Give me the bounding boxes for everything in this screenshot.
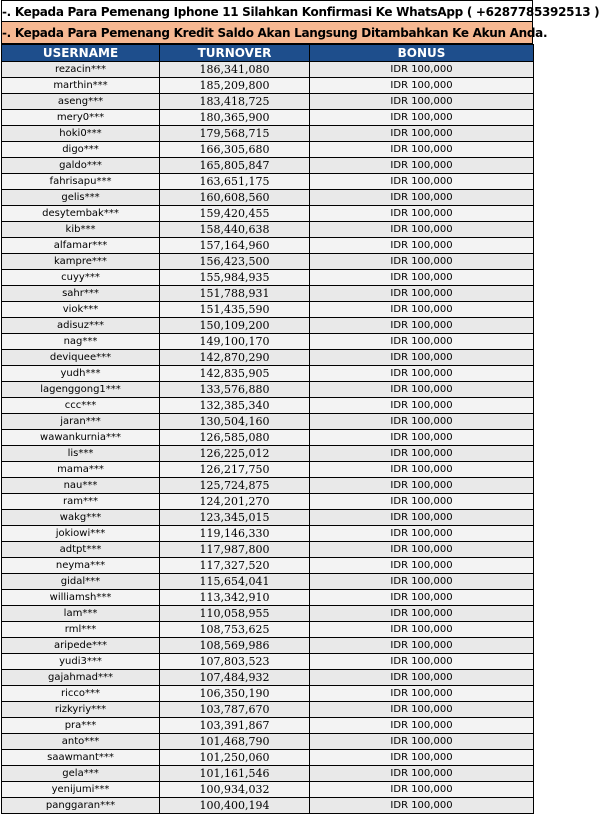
username-cell: panggaran*** [2,798,160,814]
bonus-cell: IDR 100,000 [310,446,534,462]
turnover-cell: 157,164,960 [160,238,310,254]
username-cell: kampre*** [2,254,160,270]
turnover-cell: 132,385,340 [160,398,310,414]
turnover-cell: 183,418,725 [160,94,310,110]
turnover-cell: 108,753,625 [160,622,310,638]
bonus-cell: IDR 100,000 [310,302,534,318]
username-cell: gela*** [2,766,160,782]
bonus-cell: IDR 100,000 [310,638,534,654]
turnover-cell: 151,788,931 [160,286,310,302]
table-row [2,174,534,190]
username-cell: wakg*** [2,510,160,526]
bonus-cell: IDR 100,000 [310,318,534,334]
bonus-cell: IDR 100,000 [310,542,534,558]
username-cell: ccc*** [2,398,160,414]
table-row [2,206,534,222]
bonus-cell: IDR 100,000 [310,382,534,398]
turnover-cell: 101,468,790 [160,734,310,750]
bonus-cell: IDR 100,000 [310,574,534,590]
bonus-cell: IDR 100,000 [310,622,534,638]
turnover-cell: 163,651,175 [160,174,310,190]
table-row [2,366,534,382]
username-cell: galdo*** [2,158,160,174]
username-cell: wawankurnia*** [2,430,160,446]
turnover-cell: 179,568,715 [160,126,310,142]
turnover-cell: 126,217,750 [160,462,310,478]
turnover-cell: 106,350,190 [160,686,310,702]
bonus-cell: IDR 100,000 [310,750,534,766]
bonus-cell: IDR 100,000 [310,110,534,126]
turnover-cell: 110,058,955 [160,606,310,622]
table-row [2,222,534,238]
bonus-cell: IDR 100,000 [310,94,534,110]
turnover-cell: 130,504,160 [160,414,310,430]
turnover-cell: 142,870,290 [160,350,310,366]
username-cell: mama*** [2,462,160,478]
table-row [2,190,534,206]
table-row [2,414,534,430]
bonus-cell: IDR 100,000 [310,158,534,174]
username-cell: williamsh*** [2,590,160,606]
username-cell: yenijumi*** [2,782,160,798]
turnover-cell: 107,803,523 [160,654,310,670]
username-cell: lagenggong1*** [2,382,160,398]
table-row [2,606,534,622]
bonus-cell: IDR 100,000 [310,430,534,446]
bonus-cell: IDR 100,000 [310,606,534,622]
table-row [2,494,534,510]
table-row [2,398,534,414]
table-row [2,750,534,766]
bonus-cell: IDR 100,000 [310,398,534,414]
bonus-cell: IDR 100,000 [310,254,534,270]
bonus-cell: IDR 100,000 [310,782,534,798]
username-cell: ram*** [2,494,160,510]
table-row [2,670,534,686]
turnover-cell: 113,342,910 [160,590,310,606]
username-cell: rezacin*** [2,62,160,78]
username-cell: ricco*** [2,686,160,702]
table-row [2,238,534,254]
turnover-cell: 159,420,455 [160,206,310,222]
table-row [2,462,534,478]
username-cell: digo*** [2,142,160,158]
bonus-cell: IDR 100,000 [310,590,534,606]
username-cell: aseng*** [2,94,160,110]
table-row [2,526,534,542]
username-cell: pra*** [2,718,160,734]
table-row [2,270,534,286]
table-header [2,45,534,62]
username-cell: anto*** [2,734,160,750]
turnover-cell: 165,805,847 [160,158,310,174]
turnover-cell: 186,341,080 [160,62,310,78]
table-row [2,478,534,494]
bonus-cell: IDR 100,000 [310,494,534,510]
bonus-cell: IDR 100,000 [310,350,534,366]
username-cell: cuyy*** [2,270,160,286]
turnover-cell: 123,345,015 [160,510,310,526]
bonus-cell: IDR 100,000 [310,190,534,206]
bonus-cell: IDR 100,000 [310,462,534,478]
table-row [2,110,534,126]
turnover-cell: 142,835,905 [160,366,310,382]
username-cell: nag*** [2,334,160,350]
username-cell: gidal*** [2,574,160,590]
bonus-cell: IDR 100,000 [310,798,534,814]
table-row [2,558,534,574]
column-header-turnover: TURNOVER [160,45,310,62]
turnover-cell: 119,146,330 [160,526,310,542]
credit-balance-notice: -. Kepada Para Pemenang Kredit Saldo Akan Langsung Ditambahkan Ke Akun Anda. [1,22,533,44]
table-row [2,62,534,78]
username-cell: yudi3*** [2,654,160,670]
bonus-cell: IDR 100,000 [310,366,534,382]
table-row [2,78,534,94]
column-header-username: USERNAME [2,45,160,62]
bonus-cell: IDR 100,000 [310,670,534,686]
turnover-cell: 100,934,032 [160,782,310,798]
username-cell: aripede*** [2,638,160,654]
turnover-cell: 115,654,041 [160,574,310,590]
bonus-cell: IDR 100,000 [310,142,534,158]
bonus-cell: IDR 100,000 [310,78,534,94]
table-row [2,510,534,526]
turnover-cell: 107,484,932 [160,670,310,686]
turnover-cell: 117,987,800 [160,542,310,558]
whatsapp-confirmation-notice: -. Kepada Para Pemenang Iphone 11 Silahkan Konfirmasi Ke WhatsApp ( +6287785392513 ) [1,0,533,22]
table-row [2,686,534,702]
table-row [2,574,534,590]
bonus-cell: IDR 100,000 [310,222,534,238]
table-row [2,254,534,270]
bonus-cell: IDR 100,000 [310,238,534,254]
username-cell: rml*** [2,622,160,638]
turnover-cell: 124,201,270 [160,494,310,510]
table-row [2,158,534,174]
table-row [2,590,534,606]
bonus-cell: IDR 100,000 [310,654,534,670]
bonus-cell: IDR 100,000 [310,286,534,302]
turnover-cell: 101,250,060 [160,750,310,766]
username-cell: mery0*** [2,110,160,126]
table-row [2,318,534,334]
username-cell: neyma*** [2,558,160,574]
username-cell: marthin*** [2,78,160,94]
table-row [2,782,534,798]
table-row [2,142,534,158]
table-row [2,302,534,318]
table-row [2,126,534,142]
turnover-cell: 126,585,080 [160,430,310,446]
username-cell: deviquee*** [2,350,160,366]
table-row [2,382,534,398]
username-cell: jaran*** [2,414,160,430]
turnover-cell: 180,365,900 [160,110,310,126]
turnover-cell: 166,305,680 [160,142,310,158]
username-cell: yudh*** [2,366,160,382]
username-cell: saawmant*** [2,750,160,766]
turnover-cell: 151,435,590 [160,302,310,318]
turnover-cell: 155,984,935 [160,270,310,286]
table-row [2,734,534,750]
turnover-cell: 126,225,012 [160,446,310,462]
table-row [2,718,534,734]
table-row [2,334,534,350]
table-row [2,622,534,638]
bonus-cell: IDR 100,000 [310,558,534,574]
table-row [2,350,534,366]
bonus-cell: IDR 100,000 [310,206,534,222]
turnover-cell: 156,423,500 [160,254,310,270]
username-cell: lis*** [2,446,160,462]
username-cell: gelis*** [2,190,160,206]
winners-table [1,44,534,814]
username-cell: rizkyriy*** [2,702,160,718]
turnover-cell: 101,161,546 [160,766,310,782]
table-row [2,798,534,814]
username-cell: lam*** [2,606,160,622]
table-row [2,446,534,462]
username-cell: hoki0*** [2,126,160,142]
username-cell: jokiowi*** [2,526,160,542]
turnover-cell: 117,327,520 [160,558,310,574]
turnover-cell: 160,608,560 [160,190,310,206]
table-row [2,702,534,718]
bonus-cell: IDR 100,000 [310,510,534,526]
bonus-cell: IDR 100,000 [310,334,534,350]
username-cell: adisuz*** [2,318,160,334]
bonus-cell: IDR 100,000 [310,718,534,734]
bonus-cell: IDR 100,000 [310,270,534,286]
turnover-cell: 103,787,670 [160,702,310,718]
bonus-cell: IDR 100,000 [310,478,534,494]
bonus-cell: IDR 100,000 [310,126,534,142]
table-row [2,94,534,110]
username-cell: sahr*** [2,286,160,302]
turnover-cell: 108,569,986 [160,638,310,654]
username-cell: desytembak*** [2,206,160,222]
turnover-cell: 125,724,875 [160,478,310,494]
table-row [2,638,534,654]
column-header-bonus: BONUS [310,45,534,62]
winners-announcement [1,0,599,814]
turnover-cell: 158,440,638 [160,222,310,238]
username-cell: alfamar*** [2,238,160,254]
bonus-cell: IDR 100,000 [310,766,534,782]
username-cell: adtpt*** [2,542,160,558]
bonus-cell: IDR 100,000 [310,702,534,718]
table-row [2,542,534,558]
table-body [2,62,534,814]
turnover-cell: 185,209,800 [160,78,310,94]
table-row [2,654,534,670]
table-row [2,286,534,302]
username-cell: kib*** [2,222,160,238]
turnover-cell: 100,400,194 [160,798,310,814]
bonus-cell: IDR 100,000 [310,734,534,750]
username-cell: nau*** [2,478,160,494]
turnover-cell: 149,100,170 [160,334,310,350]
bonus-cell: IDR 100,000 [310,174,534,190]
bonus-cell: IDR 100,000 [310,62,534,78]
turnover-cell: 133,576,880 [160,382,310,398]
username-cell: fahrisapu*** [2,174,160,190]
bonus-cell: IDR 100,000 [310,526,534,542]
table-row [2,430,534,446]
table-row [2,766,534,782]
bonus-cell: IDR 100,000 [310,686,534,702]
turnover-cell: 150,109,200 [160,318,310,334]
bonus-cell: IDR 100,000 [310,414,534,430]
username-cell: viok*** [2,302,160,318]
username-cell: gajahmad*** [2,670,160,686]
turnover-cell: 103,391,867 [160,718,310,734]
